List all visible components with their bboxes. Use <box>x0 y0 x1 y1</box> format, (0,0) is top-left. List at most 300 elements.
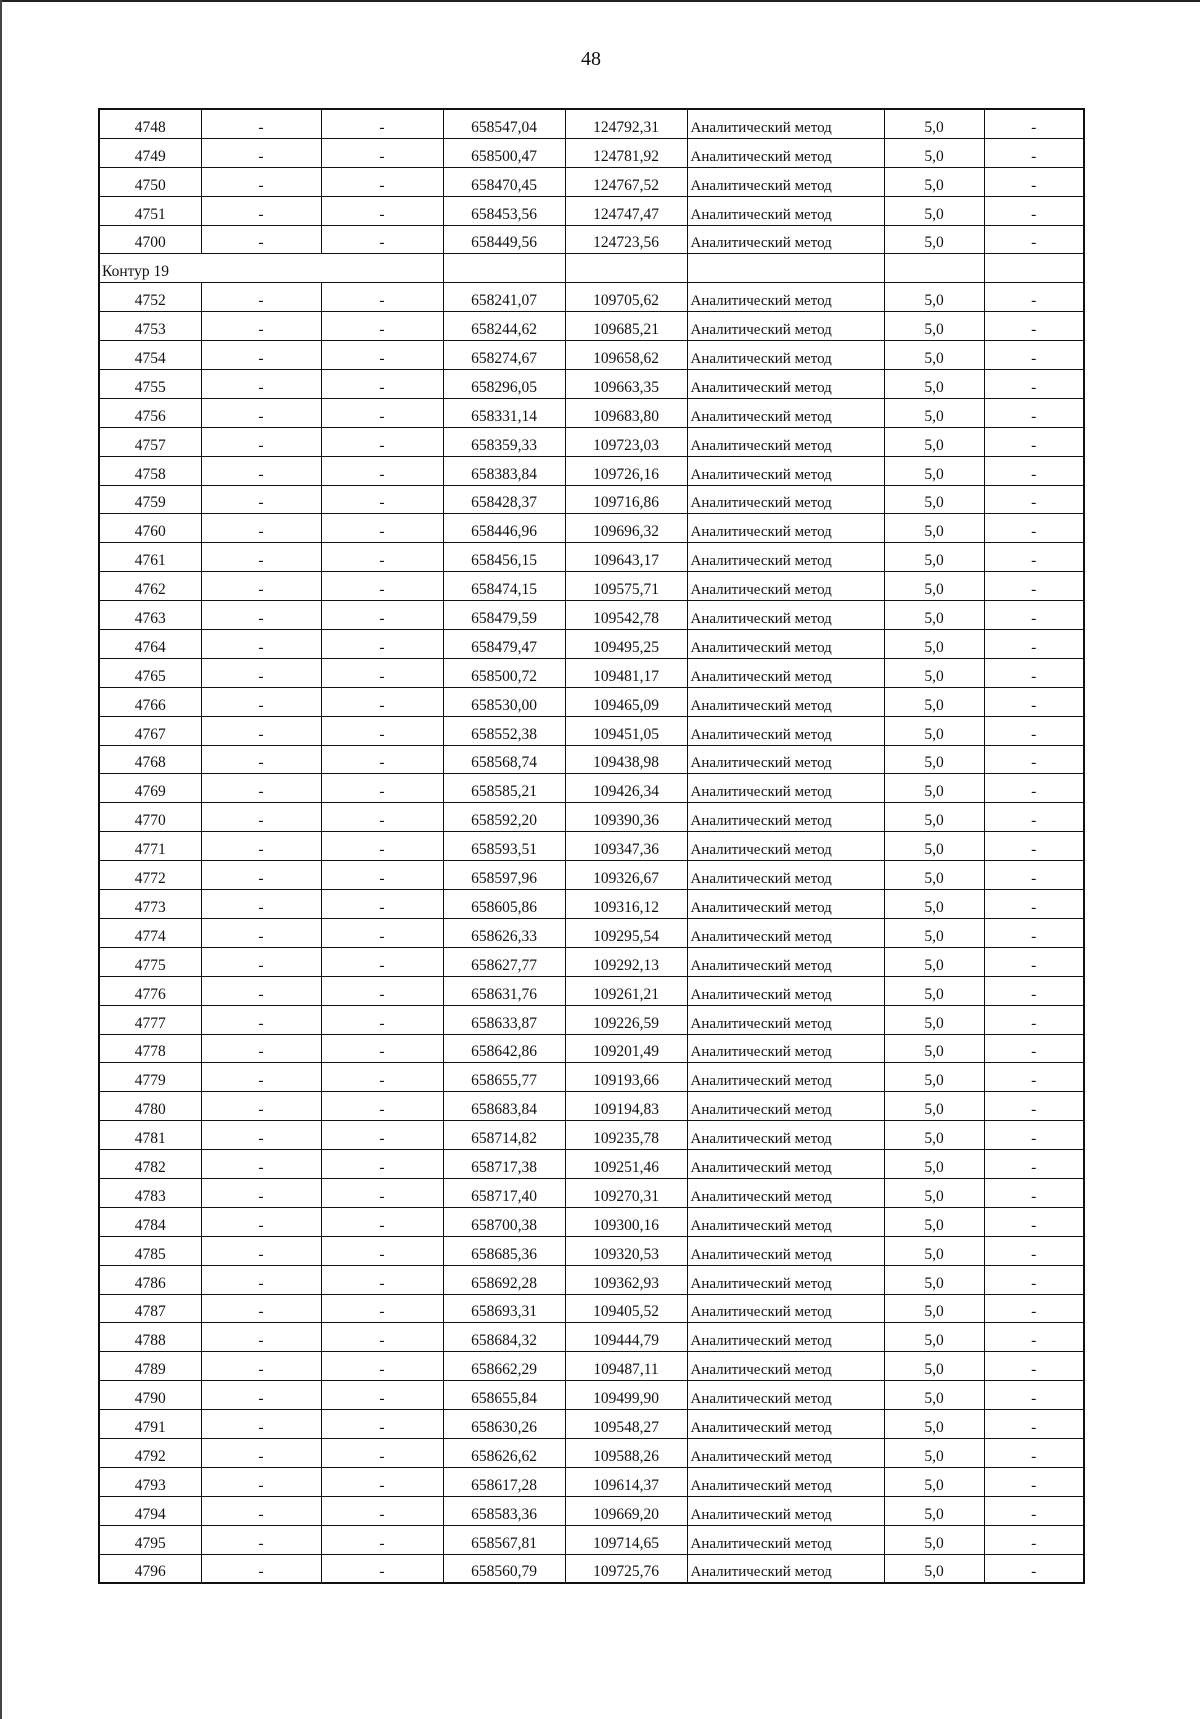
empty-value-cell: - <box>321 832 443 861</box>
empty-value-cell: - <box>321 1381 443 1410</box>
empty-value-cell: - <box>201 1150 321 1179</box>
empty-value-cell: - <box>201 947 321 976</box>
table-body-top <box>99 109 1084 254</box>
y-coordinate-cell: 109193,66 <box>565 1063 687 1092</box>
y-coordinate-cell: 109251,46 <box>565 1150 687 1179</box>
empty-value-cell: - <box>201 658 321 687</box>
empty-value-cell: - <box>321 658 443 687</box>
x-coordinate-cell: 658567,81 <box>443 1525 565 1554</box>
x-coordinate-cell: 658685,36 <box>443 1236 565 1265</box>
empty-value-cell: - <box>321 687 443 716</box>
table-row <box>99 890 1084 919</box>
table-row <box>99 398 1084 427</box>
precision-cell: 5,0 <box>884 890 984 919</box>
point-number-cell: 4762 <box>99 572 201 601</box>
table-row <box>99 1525 1084 1554</box>
description-cell: - <box>984 1005 1084 1034</box>
method-cell: Аналитический метод <box>687 312 884 341</box>
precision-cell: 5,0 <box>884 1236 984 1265</box>
y-coordinate-cell: 109499,90 <box>565 1381 687 1410</box>
x-coordinate-cell: 658359,33 <box>443 427 565 456</box>
method-cell: Аналитический метод <box>687 543 884 572</box>
y-coordinate-cell: 109426,34 <box>565 774 687 803</box>
precision-cell: 5,0 <box>884 832 984 861</box>
x-coordinate-cell: 658428,37 <box>443 485 565 514</box>
point-number-cell: 4794 <box>99 1496 201 1525</box>
precision-cell: 5,0 <box>884 630 984 659</box>
empty-value-cell: - <box>321 109 443 138</box>
method-cell: Аналитический метод <box>687 1410 884 1439</box>
point-number-cell: 4779 <box>99 1063 201 1092</box>
empty-value-cell: - <box>321 1150 443 1179</box>
description-cell: - <box>984 832 1084 861</box>
table-row <box>99 1178 1084 1207</box>
empty-value-cell: - <box>321 341 443 370</box>
empty-value-cell: - <box>201 196 321 225</box>
method-cell: Аналитический метод <box>687 225 884 254</box>
y-coordinate-cell: 109347,36 <box>565 832 687 861</box>
empty-value-cell: - <box>201 1496 321 1525</box>
y-coordinate-cell: 109495,25 <box>565 630 687 659</box>
empty-value-cell: - <box>201 1005 321 1034</box>
description-cell: - <box>984 1207 1084 1236</box>
precision-cell: 5,0 <box>884 167 984 196</box>
table-row <box>99 976 1084 1005</box>
description-cell: - <box>984 1525 1084 1554</box>
point-number-cell: 4772 <box>99 861 201 890</box>
method-cell: Аналитический метод <box>687 341 884 370</box>
table-row <box>99 630 1084 659</box>
scan-edge-left <box>0 0 2 1719</box>
x-coordinate-cell: 658684,32 <box>443 1323 565 1352</box>
empty-value-cell: - <box>321 947 443 976</box>
x-coordinate-cell: 658456,15 <box>443 543 565 572</box>
x-coordinate-cell: 658693,31 <box>443 1294 565 1323</box>
table-row <box>99 1323 1084 1352</box>
scan-edge-top <box>0 0 1200 2</box>
x-coordinate-cell: 658500,72 <box>443 658 565 687</box>
y-coordinate-cell: 109405,52 <box>565 1294 687 1323</box>
empty-value-cell: - <box>321 1323 443 1352</box>
method-cell: Аналитический метод <box>687 1467 884 1496</box>
method-cell: Аналитический метод <box>687 976 884 1005</box>
table-row <box>99 543 1084 572</box>
y-coordinate-cell: 109390,36 <box>565 803 687 832</box>
description-cell: - <box>984 1323 1084 1352</box>
point-number-cell: 4768 <box>99 745 201 774</box>
empty-value-cell: - <box>201 976 321 1005</box>
description-cell: - <box>984 716 1084 745</box>
point-number-cell: 4748 <box>99 109 201 138</box>
x-coordinate-cell: 658626,33 <box>443 918 565 947</box>
empty-value-cell: - <box>201 803 321 832</box>
table-row <box>99 1150 1084 1179</box>
x-coordinate-cell: 658692,28 <box>443 1265 565 1294</box>
description-cell: - <box>984 225 1084 254</box>
description-cell: - <box>984 514 1084 543</box>
table-row <box>99 1438 1084 1467</box>
x-coordinate-cell: 658500,47 <box>443 138 565 167</box>
description-cell: - <box>984 803 1084 832</box>
point-number-cell: 4775 <box>99 947 201 976</box>
method-cell: Аналитический метод <box>687 1207 884 1236</box>
empty-value-cell: - <box>321 976 443 1005</box>
method-cell: Аналитический метод <box>687 890 884 919</box>
point-number-cell: 4753 <box>99 312 201 341</box>
point-number-cell: 4752 <box>99 283 201 312</box>
page-number: 48 <box>581 48 601 70</box>
point-number-cell: 4795 <box>99 1525 201 1554</box>
precision-cell: 5,0 <box>884 1323 984 1352</box>
x-coordinate-cell: 658449,56 <box>443 225 565 254</box>
precision-cell: 5,0 <box>884 1265 984 1294</box>
description-cell: - <box>984 456 1084 485</box>
empty-value-cell: - <box>201 1410 321 1439</box>
x-coordinate-cell: 658470,45 <box>443 167 565 196</box>
empty-value-cell: - <box>201 687 321 716</box>
x-coordinate-cell: 658585,21 <box>443 774 565 803</box>
empty-value-cell: - <box>201 861 321 890</box>
precision-cell: 5,0 <box>884 572 984 601</box>
empty-value-cell: - <box>321 1467 443 1496</box>
method-cell: Аналитический метод <box>687 1294 884 1323</box>
contour-label: Контур 19 <box>99 254 443 283</box>
x-coordinate-cell: 658593,51 <box>443 832 565 861</box>
empty-value-cell: - <box>201 832 321 861</box>
description-cell: - <box>984 861 1084 890</box>
empty-value-cell: - <box>201 774 321 803</box>
y-coordinate-cell: 109705,62 <box>565 283 687 312</box>
method-cell: Аналитический метод <box>687 283 884 312</box>
x-coordinate-cell: 658479,59 <box>443 601 565 630</box>
x-coordinate-cell: 658592,20 <box>443 803 565 832</box>
y-coordinate-cell: 109683,80 <box>565 398 687 427</box>
description-cell: - <box>984 543 1084 572</box>
empty-value-cell: - <box>201 109 321 138</box>
precision-cell: 5,0 <box>884 861 984 890</box>
x-coordinate-cell: 658244,62 <box>443 312 565 341</box>
description-cell: - <box>984 976 1084 1005</box>
precision-cell: 5,0 <box>884 398 984 427</box>
point-number-cell: 4763 <box>99 601 201 630</box>
y-coordinate-cell: 109362,93 <box>565 1265 687 1294</box>
empty-value-cell: - <box>201 1265 321 1294</box>
precision-cell: 5,0 <box>884 1121 984 1150</box>
x-coordinate-cell: 658474,15 <box>443 572 565 601</box>
empty-value-cell: - <box>321 1265 443 1294</box>
precision-cell: 5,0 <box>884 1410 984 1439</box>
method-cell: Аналитический метод <box>687 1005 884 1034</box>
empty-value-cell: - <box>321 918 443 947</box>
empty-value-cell: - <box>321 1352 443 1381</box>
precision-cell: 5,0 <box>884 1294 984 1323</box>
method-cell: Аналитический метод <box>687 1063 884 1092</box>
empty-value-cell: - <box>321 1063 443 1092</box>
point-number-cell: 4780 <box>99 1092 201 1121</box>
empty-value-cell: - <box>201 1178 321 1207</box>
method-cell: Аналитический метод <box>687 1496 884 1525</box>
x-coordinate-cell: 658662,29 <box>443 1352 565 1381</box>
empty-value-cell: - <box>321 398 443 427</box>
y-coordinate-cell: 109723,03 <box>565 427 687 456</box>
y-coordinate-cell: 109451,05 <box>565 716 687 745</box>
point-number-cell: 4793 <box>99 1467 201 1496</box>
description-cell: - <box>984 1438 1084 1467</box>
point-number-cell: 4754 <box>99 341 201 370</box>
description-cell: - <box>984 1554 1084 1583</box>
y-coordinate-cell: 124723,56 <box>565 225 687 254</box>
y-coordinate-cell: 109481,17 <box>565 658 687 687</box>
empty-value-cell: - <box>201 1467 321 1496</box>
method-cell: Аналитический метод <box>687 1265 884 1294</box>
method-cell: Аналитический метод <box>687 109 884 138</box>
empty-value-cell: - <box>201 1121 321 1150</box>
empty-value-cell: - <box>321 1554 443 1583</box>
x-coordinate-cell: 658446,96 <box>443 514 565 543</box>
description-cell: - <box>984 687 1084 716</box>
point-number-cell: 4749 <box>99 138 201 167</box>
description-cell: - <box>984 427 1084 456</box>
method-cell: Аналитический метод <box>687 456 884 485</box>
method-cell: Аналитический метод <box>687 918 884 947</box>
table-row <box>99 341 1084 370</box>
description-cell: - <box>984 918 1084 947</box>
y-coordinate-cell: 124767,52 <box>565 167 687 196</box>
table-row <box>99 1005 1084 1034</box>
empty-value-cell: - <box>321 427 443 456</box>
y-coordinate-cell: 109444,79 <box>565 1323 687 1352</box>
method-cell: Аналитический метод <box>687 1438 884 1467</box>
empty-value-cell: - <box>321 1438 443 1467</box>
description-cell: - <box>984 1265 1084 1294</box>
point-number-cell: 4792 <box>99 1438 201 1467</box>
precision-cell: 5,0 <box>884 456 984 485</box>
table-row <box>99 1063 1084 1092</box>
empty-value-cell: - <box>321 1121 443 1150</box>
description-cell: - <box>984 1467 1084 1496</box>
empty-value-cell: - <box>321 370 443 399</box>
x-coordinate-cell: 658605,86 <box>443 890 565 919</box>
point-number-cell: 4791 <box>99 1410 201 1439</box>
table-cell-empty <box>687 254 884 283</box>
precision-cell: 5,0 <box>884 1178 984 1207</box>
description-cell: - <box>984 1150 1084 1179</box>
precision-cell: 5,0 <box>884 1381 984 1410</box>
x-coordinate-cell: 658547,04 <box>443 109 565 138</box>
table-row <box>99 1121 1084 1150</box>
description-cell: - <box>984 167 1084 196</box>
point-number-cell: 4758 <box>99 456 201 485</box>
empty-value-cell: - <box>201 1323 321 1352</box>
x-coordinate-cell: 658714,82 <box>443 1121 565 1150</box>
empty-value-cell: - <box>201 890 321 919</box>
description-cell: - <box>984 572 1084 601</box>
empty-value-cell: - <box>201 398 321 427</box>
x-coordinate-cell: 658627,77 <box>443 947 565 976</box>
y-coordinate-cell: 109235,78 <box>565 1121 687 1150</box>
empty-value-cell: - <box>321 1178 443 1207</box>
y-coordinate-cell: 109542,78 <box>565 601 687 630</box>
description-cell: - <box>984 485 1084 514</box>
empty-value-cell: - <box>201 1525 321 1554</box>
empty-value-cell: - <box>321 601 443 630</box>
y-coordinate-cell: 109575,71 <box>565 572 687 601</box>
description-cell: - <box>984 109 1084 138</box>
empty-value-cell: - <box>321 1496 443 1525</box>
empty-value-cell: - <box>321 167 443 196</box>
method-cell: Аналитический метод <box>687 370 884 399</box>
x-coordinate-cell: 658383,84 <box>443 456 565 485</box>
precision-cell: 5,0 <box>884 716 984 745</box>
table-row <box>99 601 1084 630</box>
y-coordinate-cell: 109714,65 <box>565 1525 687 1554</box>
point-number-cell: 4757 <box>99 427 201 456</box>
precision-cell: 5,0 <box>884 1496 984 1525</box>
empty-value-cell: - <box>321 1005 443 1034</box>
point-number-cell: 4767 <box>99 716 201 745</box>
table-row <box>99 283 1084 312</box>
method-cell: Аналитический метод <box>687 398 884 427</box>
table-row <box>99 1496 1084 1525</box>
point-number-cell: 4750 <box>99 167 201 196</box>
y-coordinate-cell: 109716,86 <box>565 485 687 514</box>
y-coordinate-cell: 109465,09 <box>565 687 687 716</box>
point-number-cell: 4785 <box>99 1236 201 1265</box>
table-cell-empty <box>984 254 1084 283</box>
empty-value-cell: - <box>201 427 321 456</box>
description-cell: - <box>984 398 1084 427</box>
empty-value-cell: - <box>321 1525 443 1554</box>
table-row <box>99 658 1084 687</box>
description-cell: - <box>984 1294 1084 1323</box>
x-coordinate-cell: 658479,47 <box>443 630 565 659</box>
empty-value-cell: - <box>321 1092 443 1121</box>
point-number-cell: 4777 <box>99 1005 201 1034</box>
method-cell: Аналитический метод <box>687 745 884 774</box>
empty-value-cell: - <box>201 716 321 745</box>
precision-cell: 5,0 <box>884 976 984 1005</box>
point-number-cell: 4773 <box>99 890 201 919</box>
point-number-cell: 4700 <box>99 225 201 254</box>
table-row <box>99 1352 1084 1381</box>
description-cell: - <box>984 283 1084 312</box>
empty-value-cell: - <box>201 1207 321 1236</box>
table-row <box>99 687 1084 716</box>
y-coordinate-cell: 109658,62 <box>565 341 687 370</box>
precision-cell: 5,0 <box>884 370 984 399</box>
empty-value-cell: - <box>321 630 443 659</box>
precision-cell: 5,0 <box>884 1034 984 1063</box>
point-number-cell: 4788 <box>99 1323 201 1352</box>
table-row <box>99 1034 1084 1063</box>
method-cell: Аналитический метод <box>687 687 884 716</box>
precision-cell: 5,0 <box>884 774 984 803</box>
method-cell: Аналитический метод <box>687 1121 884 1150</box>
y-coordinate-cell: 109270,31 <box>565 1178 687 1207</box>
table-row <box>99 1265 1084 1294</box>
empty-value-cell: - <box>201 918 321 947</box>
x-coordinate-cell: 658597,96 <box>443 861 565 890</box>
table-row <box>99 832 1084 861</box>
point-number-cell: 4789 <box>99 1352 201 1381</box>
x-coordinate-cell: 658642,86 <box>443 1034 565 1063</box>
empty-value-cell: - <box>321 572 443 601</box>
empty-value-cell: - <box>201 1554 321 1583</box>
table-cell-empty <box>565 254 687 283</box>
table-row <box>99 716 1084 745</box>
method-cell: Аналитический метод <box>687 1323 884 1352</box>
empty-value-cell: - <box>201 485 321 514</box>
precision-cell: 5,0 <box>884 514 984 543</box>
table-row <box>99 572 1084 601</box>
precision-cell: 5,0 <box>884 138 984 167</box>
coordinates-table <box>98 108 1085 1584</box>
method-cell: Аналитический метод <box>687 1352 884 1381</box>
method-cell: Аналитический метод <box>687 196 884 225</box>
x-coordinate-cell: 658241,07 <box>443 283 565 312</box>
method-cell: Аналитический метод <box>687 601 884 630</box>
empty-value-cell: - <box>321 283 443 312</box>
empty-value-cell: - <box>321 716 443 745</box>
y-coordinate-cell: 109316,12 <box>565 890 687 919</box>
x-coordinate-cell: 658453,56 <box>443 196 565 225</box>
description-cell: - <box>984 138 1084 167</box>
empty-value-cell: - <box>201 1236 321 1265</box>
y-coordinate-cell: 109548,27 <box>565 1410 687 1439</box>
x-coordinate-cell: 658717,40 <box>443 1178 565 1207</box>
method-cell: Аналитический метод <box>687 1554 884 1583</box>
precision-cell: 5,0 <box>884 485 984 514</box>
table-body-contour-19 <box>99 283 1084 1584</box>
table-row <box>99 312 1084 341</box>
x-coordinate-cell: 658633,87 <box>443 1005 565 1034</box>
empty-value-cell: - <box>201 1438 321 1467</box>
empty-value-cell: - <box>201 167 321 196</box>
precision-cell: 5,0 <box>884 687 984 716</box>
point-number-cell: 4755 <box>99 370 201 399</box>
x-coordinate-cell: 658331,14 <box>443 398 565 427</box>
description-cell: - <box>984 774 1084 803</box>
y-coordinate-cell: 109295,54 <box>565 918 687 947</box>
empty-value-cell: - <box>201 283 321 312</box>
table-row <box>99 1236 1084 1265</box>
y-coordinate-cell: 109696,32 <box>565 514 687 543</box>
point-number-cell: 4786 <box>99 1265 201 1294</box>
empty-value-cell: - <box>321 1236 443 1265</box>
table-row <box>99 947 1084 976</box>
table-row <box>99 225 1084 254</box>
empty-value-cell: - <box>321 745 443 774</box>
precision-cell: 5,0 <box>884 1352 984 1381</box>
point-number-cell: 4774 <box>99 918 201 947</box>
empty-value-cell: - <box>201 514 321 543</box>
empty-value-cell: - <box>201 1381 321 1410</box>
point-number-cell: 4770 <box>99 803 201 832</box>
method-cell: Аналитический метод <box>687 485 884 514</box>
point-number-cell: 4759 <box>99 485 201 514</box>
empty-value-cell: - <box>201 745 321 774</box>
description-cell: - <box>984 1121 1084 1150</box>
table-cell-empty <box>884 254 984 283</box>
precision-cell: 5,0 <box>884 196 984 225</box>
empty-value-cell: - <box>321 1294 443 1323</box>
method-cell: Аналитический метод <box>687 514 884 543</box>
method-cell: Аналитический метод <box>687 1034 884 1063</box>
precision-cell: 5,0 <box>884 283 984 312</box>
precision-cell: 5,0 <box>884 1150 984 1179</box>
description-cell: - <box>984 1063 1084 1092</box>
precision-cell: 5,0 <box>884 658 984 687</box>
